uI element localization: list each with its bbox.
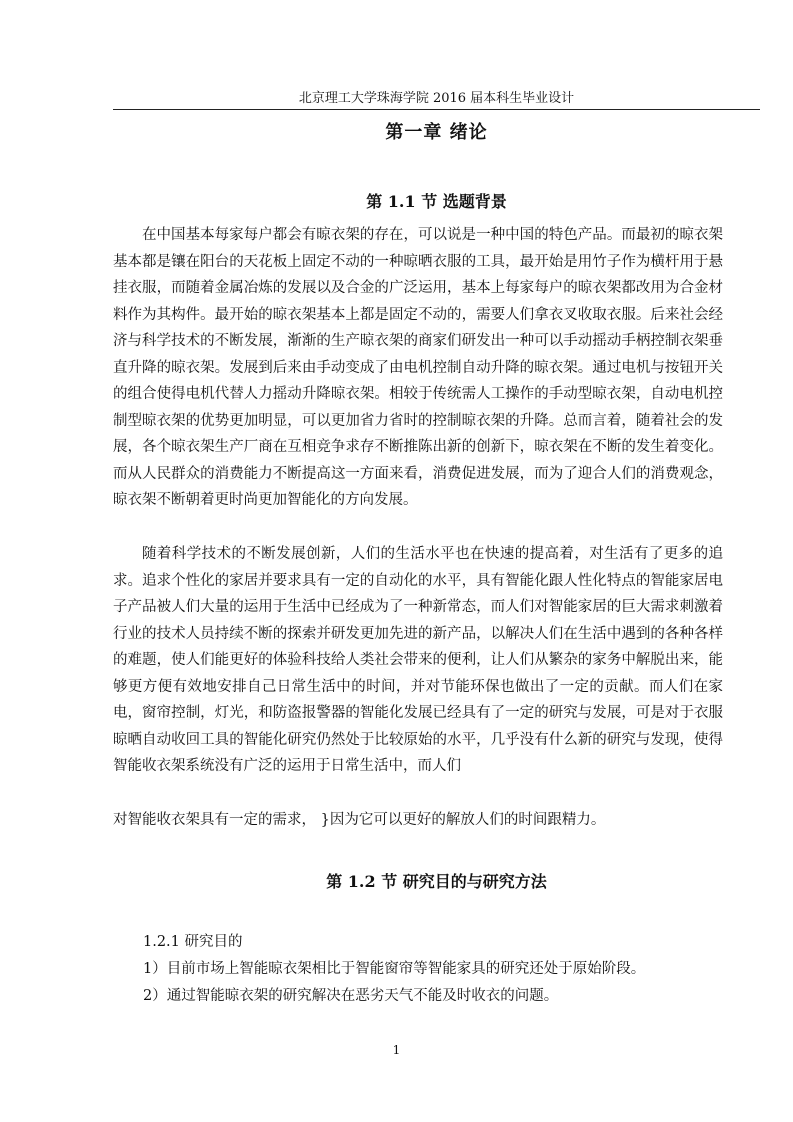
- chapter-title: 第一章 绪论: [385, 122, 488, 143]
- section-title-1-2: 第 1.2 节 研究目的与研究方法: [326, 872, 547, 891]
- list-item: 2）通过智能晾衣架的研究解决在恶劣天气不能及时收衣的问题。: [143, 988, 559, 1004]
- header-rule: [113, 109, 760, 110]
- paragraph-background-2: 随着科学技术的不断发展创新，人们的生活水平也在快速的提高着，对生活有了更多的追求。追求个性化的家居并要求具有一定的自动化的水平，具有智能化跟人性化特点的智能家居电子产品被人们大量的运用于生活中已经成为了一种新常态，而人们对智能家居的巨大需求刺激着行业的技术人员持续不断的探索并研发更加先进的新产品，以解决人们在生活中遇到的各种各样的难题，使人们能更好的体验科技给人类社会带来的便利，让人们从繁杂的家务中解脱出来，能够更方便有效地安排自己日常生活中的时间，并对节能环保也做出了一定的贡献。而人们在家电，窗帘控制，灯光，和防盗报警器的智能化发展已经具有了一定的研究与发展，可是对于衣服晾晒自动收回工具的智能化研究仍然处于比较原始的水平，几乎没有什么新的研究与发现，使得智能收衣架系统没有广泛的运用于日常生活中，而人们: [113, 546, 723, 774]
- paragraph-background-1: 在中国基本每家每户都会有晾衣架的存在，可以说是一种中国的特色产品。而最初的晾衣架基本都是镶在阳台的天花板上固定不动的一种晾晒衣服的工具，最开始是用竹子作为横杆用于悬挂衣服，而随着金属冶炼的发展以及合金的广泛运用，基本上每家每户的晾衣架都改用为合金材料作为其构件。最开始的晾衣架基本上都是固定不动的，需要人们拿衣叉收取衣服。后来社会经济与科学技术的不断发展，渐渐的生产晾衣架的商家们研发出一种可以手动摇动手柄控制衣架垂直升降的晾衣架。发展到后来由手动变成了由电机控制自动升降的晾衣架。通过电机与按钮开关的组合使得电机代替人力摇动升降晾衣架。相较于传统需人工操作的手动型晾衣架，自动电机控制型晾衣架的优势更加明显，可以更加省力省时的控制晾衣架的升降。总而言着，随着社会的发展，各个晾衣架生产厂商在互相竞争求存不断推陈出新的创新下，晾衣架在不断的发生着变化。而从人民群众的消费能力不断提高这一方面来看，消费促进发展，而为了迎合人们的消费观念，晾衣架不断朝着更时尚更加智能化的方向发展。: [113, 227, 723, 508]
- page-number: 1: [392, 1043, 401, 1057]
- list-item: 1）目前市场上智能晾衣架相比于智能窗帘等智能家具的研究还处于原始阶段。: [143, 961, 646, 977]
- paragraph-background-3: 对智能收衣架具有一定的需求， }因为它可以更好的解放人们的时间跟精力。: [113, 812, 606, 828]
- section-title-1-1: 第 1.1 节 选题背景: [366, 192, 507, 211]
- subsection-title: 1.2.1 研究目的: [143, 934, 243, 950]
- page-header: 北京理工大学珠海学院 2016 届本科生毕业设计: [298, 91, 575, 106]
